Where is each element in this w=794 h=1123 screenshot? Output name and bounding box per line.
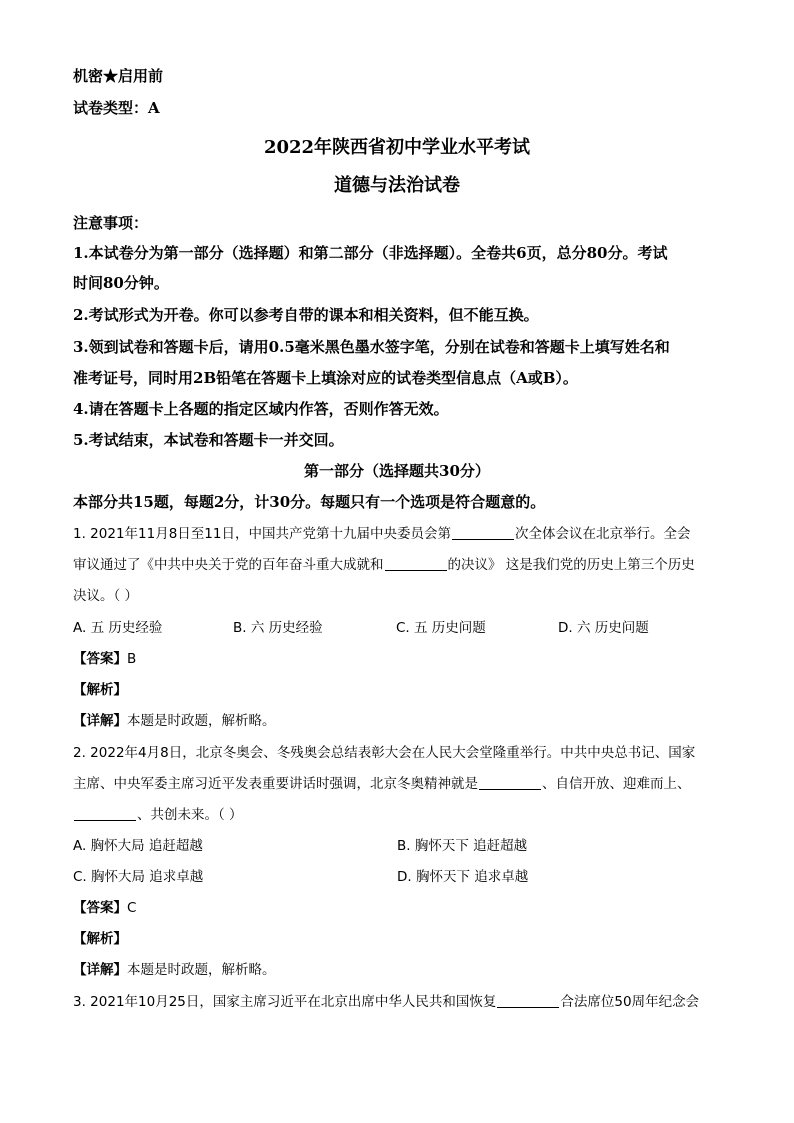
q1-answer-value: B xyxy=(127,651,137,667)
q2-option-b: B. 胸怀天下 追赶超越 xyxy=(397,838,528,854)
exam-subtitle: 道德与法治试卷 xyxy=(334,175,460,196)
q1-line-2 xyxy=(73,555,695,575)
note-3-line-2: 准考证号，同时用2B铅笔在答题卡上填涂对应的试卷类型信息点（A或B）。 xyxy=(73,369,578,387)
q2-line-2 xyxy=(73,774,691,794)
q2-detail-text: 本题是时政题，解析略。 xyxy=(127,962,276,978)
q2-detail xyxy=(73,960,276,980)
note-1-line-2: 时间80分钟。 xyxy=(73,274,169,292)
exam-title: 2022年陕西省初中学业水平考试 xyxy=(263,137,531,158)
note-5: 5.考试结束，本试卷和答题卡一并交回。 xyxy=(73,431,344,449)
q3-text-1a: 3. 2021年10月25日，国家主席习近平在北京出席中华人民共和国恢复 xyxy=(73,994,497,1010)
q1-option-b: B. 六 历史经验 xyxy=(233,620,323,636)
q1-option-d: D. 六 历史问题 xyxy=(558,620,649,636)
part-1-intro: 本部分共15题，每题2分，计30分。每题只有一个选项是符合题意的。 xyxy=(73,493,546,511)
confidential-label: 机密★启用前 xyxy=(73,67,164,85)
q2-text-2b: 、自信开放、迎难而上、 xyxy=(542,776,691,792)
q2-line-1: 2. 2022年4月8日，北京冬奥会、冬残奥会总结表彰大会在人民大会堂隆重举行。中共中央总书记、国家 xyxy=(73,745,696,761)
q3-text-1b: 合法席位50周年纪念会 xyxy=(560,994,700,1010)
notes-heading: 注意事项： xyxy=(73,214,149,232)
q2-option-c: C. 胸怀大局 追求卓越 xyxy=(73,869,204,885)
part-1-heading: 第一部分（选择题共30分） xyxy=(304,462,490,480)
note-3-line-1: 3.领到试卷和答题卡后，请用0.5毫米黑色墨水签字笔，分别在试卷和答题卡上填写姓名和 xyxy=(73,338,670,356)
note-4: 4.请在答题卡上各题的指定区域内作答，否则作答无效。 xyxy=(73,400,449,418)
q2-answer-value: C xyxy=(127,900,137,916)
q2-blank-2 xyxy=(74,806,136,821)
q1-detail xyxy=(73,711,276,731)
q1-answer xyxy=(73,649,136,669)
q1-line-1 xyxy=(73,524,690,544)
q1-text-2a: 审议通过了《中共中央关于党的百年奋斗重大成就和 xyxy=(73,557,384,573)
paper-type-label: 试卷类型：A xyxy=(73,99,160,117)
q1-analysis-label: 【解析】 xyxy=(73,682,127,698)
q1-blank-1 xyxy=(452,525,514,540)
q1-detail-label: 【详解】 xyxy=(73,713,127,729)
q3-blank-1 xyxy=(497,993,559,1008)
q2-detail-label: 【详解】 xyxy=(73,962,127,978)
q2-text-3: 、共创未来。（ ） xyxy=(137,807,243,823)
q2-option-d: D. 胸怀天下 追求卓越 xyxy=(397,869,529,885)
q3-line-1 xyxy=(73,992,699,1012)
q1-text-1a: 1. 2021年11月8日至11日，中国共产党第十九届中央委员会第 xyxy=(73,526,451,542)
q1-answer-label: 【答案】 xyxy=(73,651,127,667)
q2-analysis-label: 【解析】 xyxy=(73,931,127,947)
q1-blank-2 xyxy=(385,556,447,571)
q2-text-2a: 主席、中央军委主席习近平发表重要讲话时强调，北京冬奥精神就是 xyxy=(73,776,478,792)
q1-text-2b: 的决议》 这是我们党的历史上第三个历史 xyxy=(447,557,695,573)
q1-detail-text: 本题是时政题，解析略。 xyxy=(127,713,276,729)
note-1-line-1: 1.本试卷分为第一部分（选择题）和第二部分（非选择题）。全卷共6页，总分80分。考试 xyxy=(73,244,668,262)
q1-line-3: 决议。（ ） xyxy=(73,588,139,604)
q2-option-a: A. 胸怀大局 追赶超越 xyxy=(73,838,203,854)
q1-option-c: C. 五 历史问题 xyxy=(396,620,486,636)
q1-text-1b: 次全体会议在北京举行。全会 xyxy=(514,526,691,542)
q2-answer-label: 【答案】 xyxy=(73,900,127,916)
note-2: 2.考试形式为开卷。你可以参考自带的课本和相关资料，但不能互换。 xyxy=(73,306,539,324)
q2-line-3 xyxy=(73,805,243,825)
q2-blank-1 xyxy=(479,775,541,790)
q1-option-a: A. 五 历史经验 xyxy=(73,620,163,636)
q2-answer xyxy=(73,898,136,918)
